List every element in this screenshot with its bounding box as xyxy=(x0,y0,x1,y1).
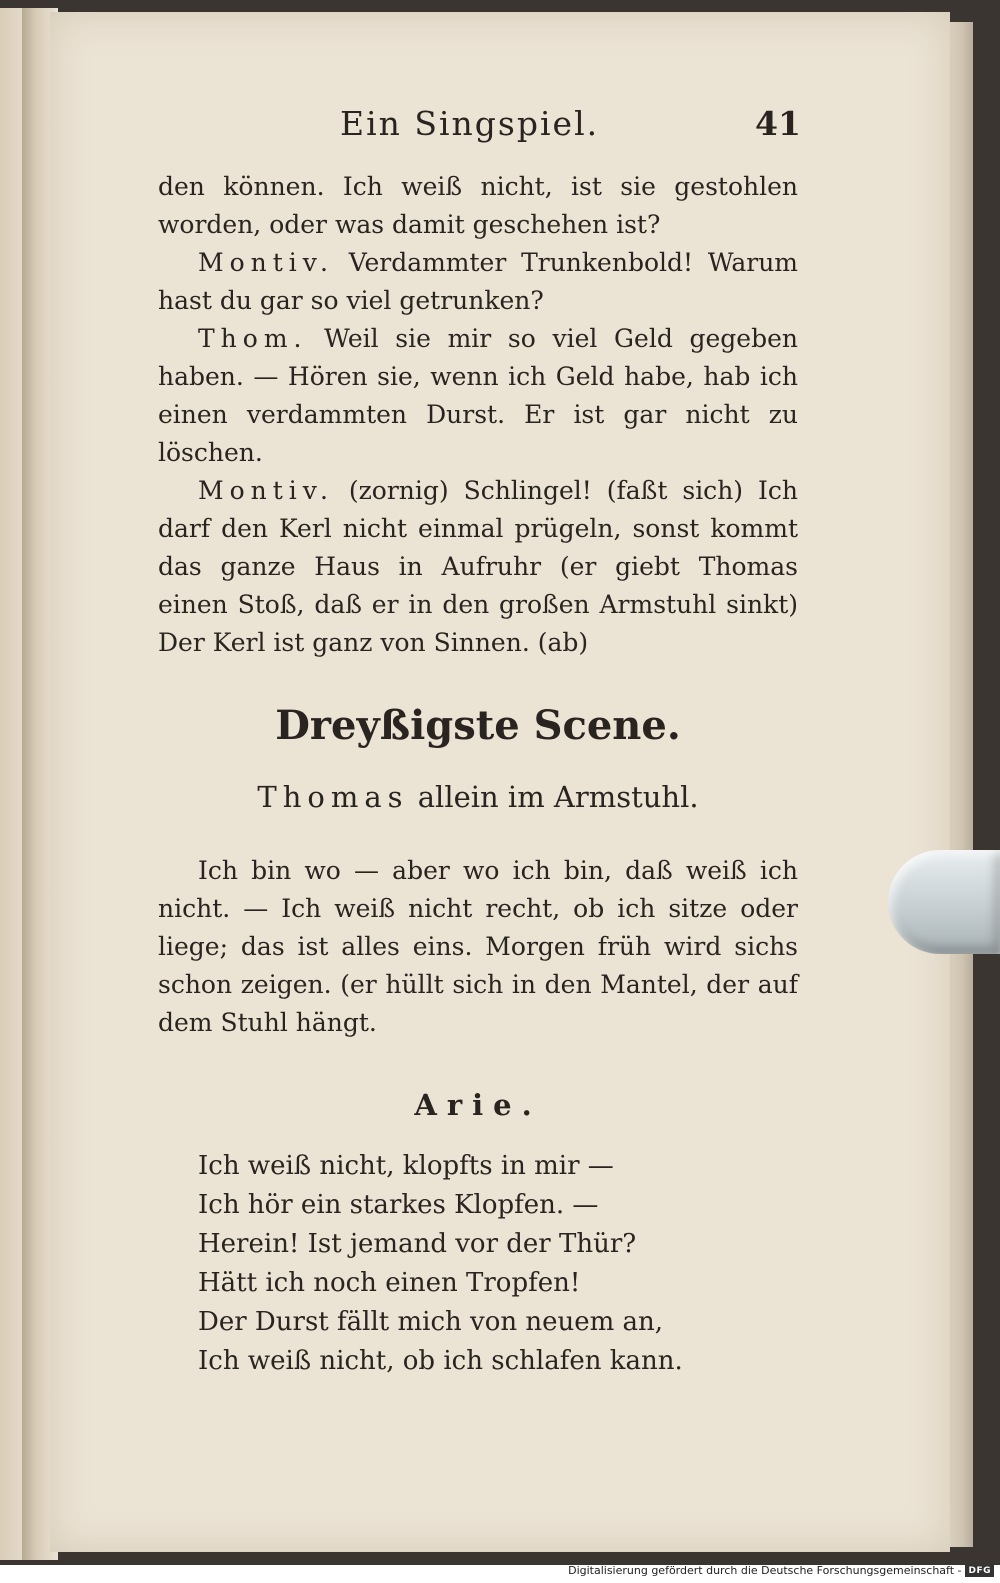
scene-title: Dreyßigste Scene. xyxy=(275,702,681,749)
dialogue-line-0 xyxy=(158,168,798,244)
monologue-text: Ich bin wo — aber wo ich bin, daß weiß ich nicht. — Ich weiß nicht recht, ob ich sitze oder liege; das ist alles eins. Morgen früh wird sichs schon zeigen. (er hüllt sich in den Mantel, der auf dem Stuhl hängt. xyxy=(158,856,798,1037)
monologue-block xyxy=(158,852,798,1042)
page-number: 41 xyxy=(755,104,801,143)
verse-line: Ich weiß nicht, ob ich schlafen kann. xyxy=(198,1346,683,1376)
scene-subtitle-speaker: Thomas xyxy=(257,780,409,814)
digitization-footer xyxy=(568,1564,994,1577)
verse-line: Herein! Ist jemand vor der Thür? xyxy=(198,1229,637,1259)
dialogue-text: (zornig) Schlingel! (faßt sich) xyxy=(348,476,744,505)
scene-subtitle-text: allein im Armstuhl. xyxy=(417,780,699,814)
dfg-logo: DFG xyxy=(965,1565,994,1577)
dialogue-line-1 xyxy=(158,244,798,320)
arie-verse xyxy=(198,1147,758,1381)
arie-title: Arie. xyxy=(414,1088,542,1122)
verse-line: Der Durst fällt mich von neuem an, xyxy=(198,1307,664,1337)
speaker-name: Montiv. xyxy=(198,248,334,277)
page-clip xyxy=(888,850,1000,954)
dialogue-text-continued: Ich darf den Kerl nicht einmal prügeln, sonst kommt das ganze Haus in Aufruhr (er giebt Thomas einen Stoß, daß er in den großen Armstuhl sinkt) Der Kerl ist ganz von Sinnen. (ab) xyxy=(158,476,798,657)
dialogue-text: Verdammter Trunkenbold! Warum hast du gar so viel getrunken? xyxy=(158,248,799,315)
dialogue-line-2 xyxy=(158,320,798,472)
verse-line: Hätt ich noch einen Tropfen! xyxy=(198,1268,581,1298)
verse-line: Ich weiß nicht, klopfts in mir — xyxy=(198,1151,614,1181)
verse-line: Ich hör ein starkes Klopfen. — xyxy=(198,1190,599,1220)
footer-credit: Digitalisierung gefördert durch die Deutsche Forschungsgemeinschaft - xyxy=(568,1564,962,1577)
dialogue-block xyxy=(158,168,798,662)
speaker-name: Thom. xyxy=(198,324,308,353)
running-title: Ein Singspiel. xyxy=(340,104,600,143)
dialogue-text: Weil sie mir so viel Geld gegeben haben. — Hören sie, wenn ich Geld habe, hab ich einen verdammten Durst. Er ist gar nicht zu löschen. xyxy=(158,324,798,467)
scene-subtitle xyxy=(158,780,798,814)
dialogue-line-3 xyxy=(158,472,798,662)
dialogue-text: den können. Ich weiß nicht, ist sie gestohlen worden, oder was damit geschehen ist? xyxy=(158,172,798,239)
speaker-name: Montiv. xyxy=(198,476,334,505)
